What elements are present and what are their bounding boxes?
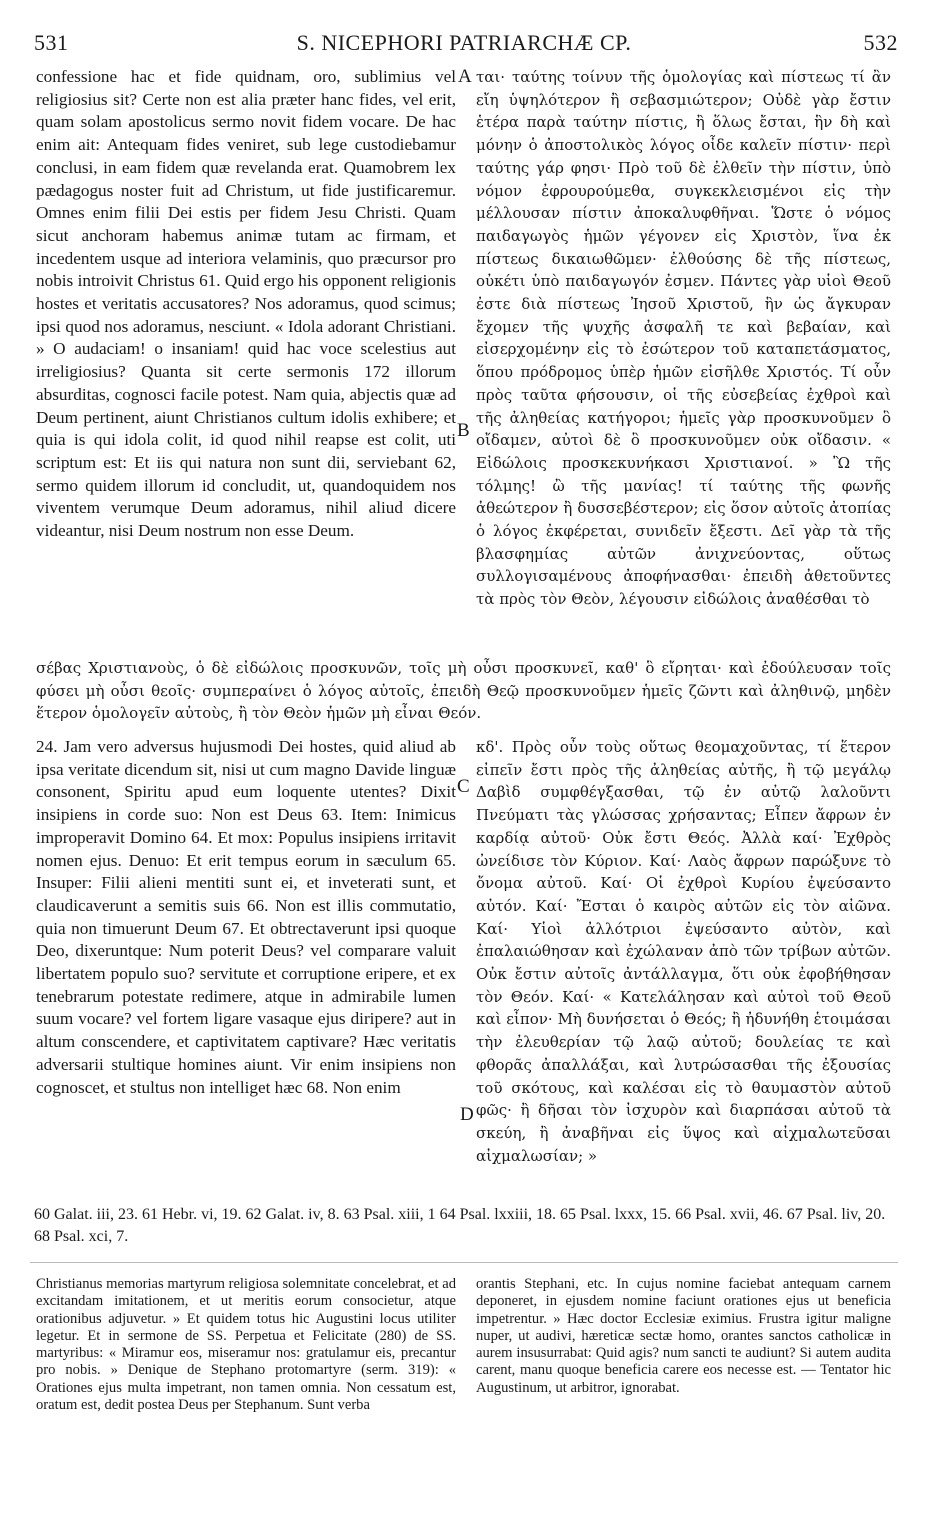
greek-column-bottom: [476, 736, 891, 1167]
commentary-left: [36, 1276, 456, 1414]
greek-column-top: [476, 66, 891, 611]
greek-paragraph: ται· ταύτης τοίνυν τῆς ὁμολογίας καὶ πίστεως τί ἂν εἴη ὑψηλότερον ἢ σεβασμιώτερον; Οὐδὲ γὰρ ἔστιν ἑτέρα παρὰ ταύτην πίστις, ἢ ὅλως ἔσται, ἣν δὴ καὶ μόνην ὁ ἀποστολικὸς λόγος οἶδε καλεῖν πίστιν· περὶ ταύτης γάρ φησι· Πρὸ τοῦ δὲ ἐλθεῖν τὴν πίστιν, ὑπὸ νόμον ἐφρουρούμεθα, συγκεκλεισμένοι εἰς τὴν μέλλουσαν πίστιν ἀποκαλυφθῆναι. Ὥστε ὁ νόμος παιδαγωγὸς ἡμῶν γέγονεν εἰς Χριστὸν, ἵνα ἐκ πίστεως δικαιωθῶμεν· ἐλθούσης δὲ τῆς πίστεως, οὐκέτι ὑπὸ παιδαγωγόν ἐσμεν. Πάντες γὰρ υἱοὶ Θεοῦ ἐστε διὰ πίστεως Ἰησοῦ Χριστοῦ, ἣν ὡς ἄγκυραν ἔχομεν τῆς ψυχῆς ἀσφαλῆ τε καὶ βεβαίαν, καὶ εἰσερχομένην εἰς τὸ ἐσώτερον τοῦ καταπετάσματος, ὅπου πρόδρομος ὑπὲρ ἡμῶν εἰσῆλθε Χριστός. Τί οὖν πρὸς ταῦτα φήσουσιν, οἱ τῆς εὐσεβείας ἐχθροὶ καὶ τῆς ἀληθείας κατήγοροι; ἡμεῖς γὰρ προσκυνοῦμεν ὃ οἴδαμεν, αὐτοὶ δὲ ὃ προσκυνοῦμεν οὐκ οἴδασιν. « Εἰδώλοις προσκεκυνήκασι Χριστιανοί. » Ὢ τῆς τόλμης! ὢ τῆς μανίας! τί ταύτης τῆς φωνῆς ἀθεώτερον ἢ δυσσεβέστερον; εἰς ὅσον αὐτοῖς ἀτοπίας ὁ λόγος ἐκφέρεται, συνιδεῖν ἔξεστι. Δεῖ γὰρ τὰ τῆς βλασφημίας αὐτῶν ἀνιχνεύοντας, οὕτως συλλογισαμένους ἀποφήνασθαι· ἐπειδὴ ἀθετοῦντες τὰ πρὸς τὸν Θεὸν, λέγουσιν εἰδώλοις ἀναθέσθαι τὸ: [476, 68, 891, 609]
margin-letter-d: D: [460, 1104, 474, 1125]
greek-full-width-lines: [36, 657, 891, 725]
page-number-left: 531: [34, 30, 69, 55]
latin-column-top: [36, 66, 456, 543]
margin-letter-b: B: [457, 420, 470, 441]
commentary-right-text: orantis Stephani, etc. In cujus nomine faciebat antequam carnem deponeret, in ejusdem nomine faciunt orationes ejus ut beneficia impetrentur. » Hæc doctor Ecclesiæ eximius. Frustra igitur maligne nuper, ut audivi, hæreticæ sectæ homo, orantes sanctos catholicæ in aurem insusurrabat: Quid agis? num sancti te audiunt? Si autem audita carent, manu quoque beneficia carere eos necesse est. — Tentator hic Augustinum, ut arbitror, ignorabat.: [476, 1276, 891, 1396]
footnote-references: 60 Galat. iii, 23. 61 Hebr. vi, 19. 62 Galat. iv, 8. 63 Psal. xiii, 1 64 Psal. lxxiii, 18. 65 Psal. lxxx, 15. 66 Psal. xvii, 46. 67 Psal. liv, 20. 68 Psal. xci, 7.: [34, 1206, 886, 1245]
latin-paragraph: confessione hac et fide quidnam, oro, sublimius vel religiosius sit? Certe non est alia præter hanc fides, vel erit, quam solam apostolicus sermo novit fidem vocare. De hac enim ait: Antequam fides veniret, sub lege custodiebamur conclusi, in eam fidem quæ revelanda erat. Quamobrem lex pædagogus noster fuit ad Christum, ut fide justificaremur. Omnes enim filii Dei estis per fidem Jesu Christi. Quam sicut anchoram habemus animæ tutam ac firmam, et incedentem usque ad interiora velaminis, quo præcursor pro nobis introivit Christus 61. Quid ergo his opponent religionis hostes et veritatis accusatores? Nos adoramus, quod scimus; ipsi quod nos adoramus, nesciunt. « Idola adorant Christiani. » O audaciam! o insaniam! quid hac voce scelestius aut irreligiosius? Quanta sit certe sermonis 172 illorum absurditas, cognosci facile potest. Nam quia, abjectis quæ ad Deum pertinent, aiunt Christianos cultum idolis exhibere; et quia is qui idola colit, id quod nihil reapse est colit, uti scriptum est: Et iis qui natura non sunt dii, serviebant 62, sermo quidem illorum id concludit, ut, quandoquidem nos viventem verumque Deum adoramus, nihil aliud dicere videantur, nisi Deum nostrum non esse Deum.: [36, 67, 456, 541]
latin-column-bottom: [36, 736, 456, 1099]
greek-span-paragraph: σέβας Χριστιανοὺς, ὁ δὲ εἰδώλοις προσκυνῶν, τοῖς μὴ οὖσι προσκυνεῖ, καθ' ὃ εἴρηται· καὶ ἐδούλευσαν τοῖς φύσει μὴ οὖσι θεοῖς· συμπεραίνει ὁ λόγος αὐτοῖς, ἐπειδὴ Θεῷ προσκυνοῦμεν ἡμεῖς ζῶντι καὶ ἀληθινῷ, μηδὲν ἕτερον ὁμολογεῖν αὐτοὺς, ἢ τὸν Θεὸν ἡμῶν μὴ εἶναι Θεόν.: [36, 659, 891, 723]
greek-paragraph-24: κδ'. Πρὸς οὖν τοὺς οὕτως θεομαχοῦντας, τί ἕτερον εἰπεῖν ἔστι πρὸς τῆς ἀληθείας αὐτῆς, ἢ τῷ μεγάλῳ Δαβὶδ συμφθέγξασθαι, τῷ ἐν αὐτῷ λαλοῦντι Πνεύματι τὰς γλώσσας χρήσαντας; Εἶπεν ἄφρων ἐν καρδίᾳ αὐτοῦ· Οὐκ ἔστι Θεός. Ἀλλὰ καί· Ἐχθρὸς ὠνείδισε τὸν Κύριον. Καί· Λαὸς ἄφρων παρώξυνε τὸ ὄνομα αὐτοῦ. Καί· Οἱ ἐχθροὶ Κυρίου ἐψεύσαντο αὐτόν. Καί· Ἔσται ὁ καιρὸς αὐτῶν εἰς τὸν αἰῶνα. Καί· Υἱοὶ ἀλλότριοι ἐψεύσαντο αὐτὸν, καὶ ἐπαλαιώθησαν καὶ ἐχώλαναν ἀπὸ τῶν τρίβων αὐτῶν. Οὐκ ἔστιν αὐτοῖς ἀντάλλαγμα, ὅτι οὐκ ἐφοβήθησαν τὸν Θεόν. Καί· « Κατελάλησαν καὶ αὐτοὶ τοῦ Θεοῦ καὶ εἶπον· Μὴ δυνήσεται ὁ Θεός; ἢ ἠδυνήθη ἑτοιμάσαι τὴν ἐλευθερίαν τῷ λαῷ αὐτοῦ; δουλείας τε καὶ φθορᾶς ἀπαλλάξαι, καὶ λυτρώσασθαι τῆς ἐξουσίας τοῦ σκότους, καὶ καλέσαι εἰς τὸ θαυμαστὸν αὐτοῦ φῶς· ἢ δῆσαι τὸν ἰσχυρὸν καὶ διαρπάσαι αὐτοῦ τὰ σκεύη, ἢ ἀναβῆναι εἰς ὕψος καὶ αἰχμαλωτεῦσαι αἰχμαλωσίαν; »: [476, 738, 891, 1165]
commentary-left-text: Christianus memorias martyrum religiosa solemnitate concelebrat, et ad excitandam imitationem, et ut meritis eorum consocietur, atque orationibus adjuvetur. » Et quidem totus hic Augustini locus utiliter legetur. Et in sermone de SS. Perpetua et Felicitate (280) de SS. martyribus: « Miramur eos, miseramur nos: gratulamur eis, precantur pro nobis. » Denique de Stephano protomartyre (serm. 319): « Orationes ejus multa impetrant, non tamen omnia. Non cessatum est, oratum est, dedit postea Deus per Stephanum. Sunt verba: [36, 1276, 456, 1414]
running-title: S. NICEPHORI PATRIARCHÆ CP.: [296, 30, 632, 55]
margin-letter-a: A: [458, 66, 472, 87]
footnote-divider: [30, 1262, 898, 1263]
commentary-right: [476, 1276, 891, 1397]
running-header: [30, 30, 898, 60]
margin-letter-c: C: [457, 776, 470, 797]
footnotes: [34, 1204, 896, 1248]
page-number-right: 532: [863, 30, 898, 55]
latin-paragraph-24: 24. Jam vero adversus hujusmodi Dei hostes, quid aliud ab ipsa veritate dicendum sit, nisi ut cum magno Davide linguæ consonent, Spiritu apud eum loquente utentes? Dixit insipiens in corde suo: Non est Deus 63. Item: Inimicus improperavit Domino 64. Et mox: Populus insipiens irritavit nomen ejus. Denuo: Et erit tempus eorum in sæculum 65. Insuper: Filii alieni mentiti sunt ei, et inveterati sunt, et claudicaverunt a semitis suis 66. Non est illis commutatio, quia non timuerunt Deum 67. Et obtrectaverunt ipsi quoque Deo, dixeruntque: Num poterit Deus? vel comparare valuit libertatem populo suo? servitute et corruptione eripere, et ex tenebrarum potestate redimere, atque in admirabile lumen suum vocare? vel fortem ligare vasaque ejus diripere? aut in altum conscendere, et captivitatem captivare? Hæc veritatis adversarii stultique homines aiunt. Vir enim insipiens non cognoscet, et stultus non intelliget hæc 68. Non enim: [36, 737, 456, 1097]
